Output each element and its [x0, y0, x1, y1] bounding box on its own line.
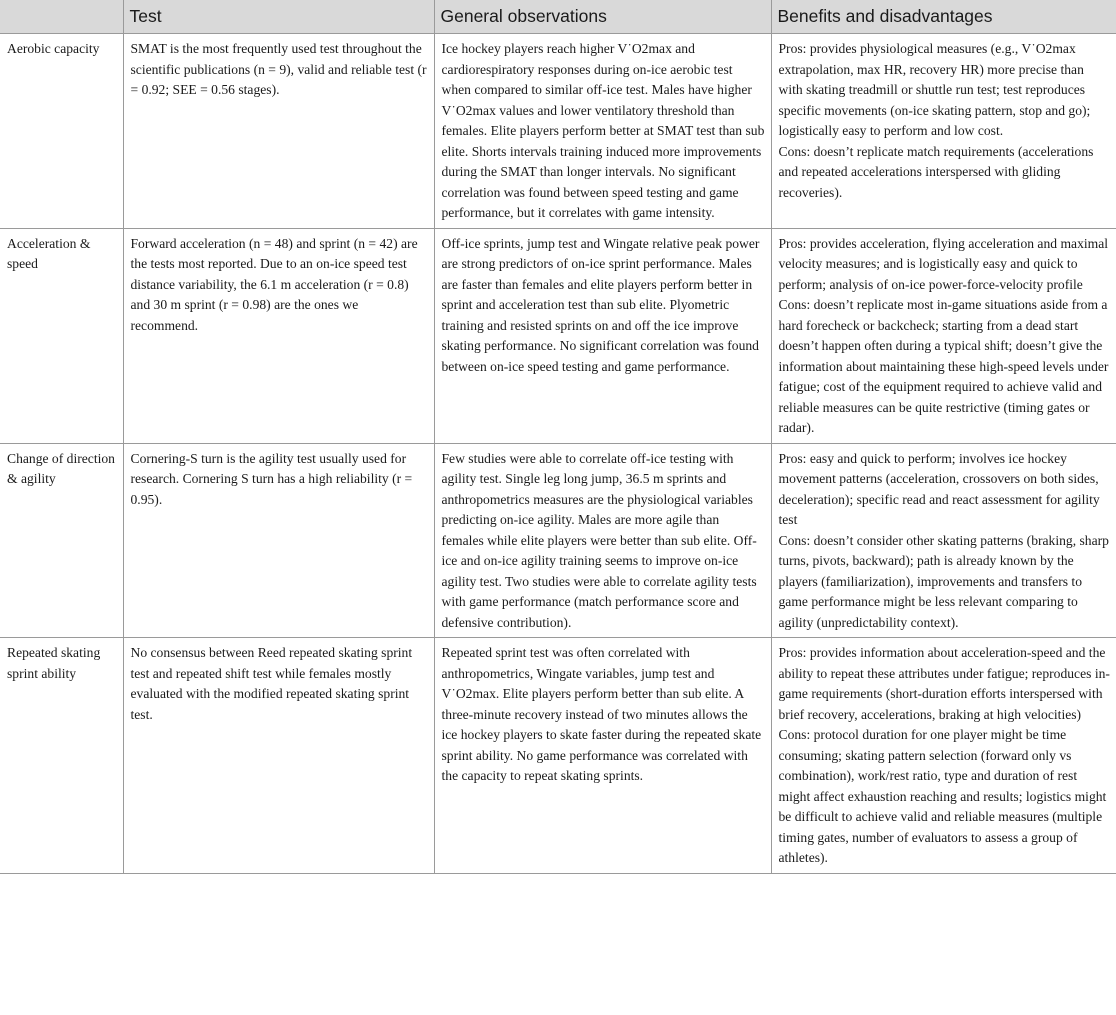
row-pros: Pros: provides information about acceleration-speed and the ability to repeat these attributes under fatigue; reproduces in-game requirements (short-duration efforts interspersed with brief recovery, accelerations, braking at high velocities) [778, 645, 1110, 722]
header-general-observations: General observations [434, 0, 771, 34]
row-pros: Pros: provides acceleration, flying acceleration and maximal velocity measures; and is logistically easy and quick to perform; analysis of on-ice power-force-velocity profile [778, 235, 1109, 292]
row-benefits [771, 638, 1116, 874]
row-cons: Cons: doesn’t replicate match requirements (accelerations and repeated accelerations interspersed with gliding recoveries). [778, 143, 1094, 200]
row-category: Aerobic capacity [0, 34, 123, 229]
header-row [0, 0, 1116, 34]
row-cons: Cons: protocol duration for one player might be time consuming; skating pattern selection (forward only vs combination), work/rest ratio, type and duration of rest might affect exhaustion reaching and results; logistics might be difficult to achieve valid and reliable measures (multiple timing gates, number of evaluators to assess a group of athletes). [778, 727, 1107, 865]
table-row-aerobic [0, 34, 1116, 229]
row-observations: Repeated sprint test was often correlated with anthropometrics, Wingate variables, jump test and V˙O2max. Elite players perform better than sub elite. A three-minute recovery instead of two minutes allows the ice hockey players to skate faster during the repeated skate sprint ability. No game performance was correlated with the capacity to repeat skating sprints. [434, 638, 771, 874]
header-test: Test [123, 0, 434, 34]
row-observations: Ice hockey players reach higher V˙O2max and cardiorespiratory responses during on-ice aerobic test when compared to similar off-ice test. Males have higher V˙O2max values and lower ventilatory threshold than females. Elite players perform better at SMAT test than sub elite. Shorts intervals training induced more improvements during the SMAT than longer intervals. No significant correlation was found between speed testing and game performance, but it correlates with game intensity. [434, 34, 771, 229]
row-category: Acceleration & speed [0, 228, 123, 443]
table-row-agility [0, 443, 1116, 638]
row-category: Change of direction & agility [0, 443, 123, 638]
row-cons: Cons: doesn’t replicate most in-game situations aside from a hard forecheck or backcheck; starting from a dead start doesn’t happen often during a typical shift; doesn’t give the information about maintaining these high-speed levels under fatigue; cost of the equipment required to achieve valid and reliable measures can be quite restrictive (timing gates or radar). [778, 297, 1109, 435]
row-test: No consensus between Reed repeated skating sprint test and repeated shift test while females mostly evaluated with the modified repeated skating sprint test. [123, 638, 434, 874]
row-category: Repeated skating sprint ability [0, 638, 123, 874]
row-benefits [771, 34, 1116, 229]
row-test: SMAT is the most frequently used test throughout the scientific publications (n = 9), valid and reliable test (r = 0.92; SEE = 0.56 stages). [123, 34, 434, 229]
row-test: Forward acceleration (n = 48) and sprint (n = 42) are the tests most reported. Due to an on-ice speed test distance variability, the 6.1 m acceleration (r = 0.8) and 30 m sprint (r = 0.98) are the ones we recommend. [123, 228, 434, 443]
row-pros: Pros: easy and quick to perform; involves ice hockey movement patterns (acceleration, crossovers on both sides, deceleration); specific read and react assessment for agility test [778, 450, 1100, 527]
row-cons: Cons: doesn’t consider other skating patterns (braking, sharp turns, pivots, backward); path is already known by the players (familiarization), improvements and transfers to game performance might be less relevant comparing to agility (unpredictability context). [778, 532, 1109, 630]
table-header [0, 0, 1116, 34]
row-benefits [771, 443, 1116, 638]
header-benefits-disadvantages: Benefits and disadvantages [771, 0, 1116, 34]
row-test: Cornering-S turn is the agility test usually used for research. Cornering S turn has a high reliability (r = 0.95). [123, 443, 434, 638]
header-category [0, 0, 123, 34]
table-body [0, 34, 1116, 874]
row-benefits [771, 228, 1116, 443]
table-row-acceleration [0, 228, 1116, 443]
row-observations: Off-ice sprints, jump test and Wingate relative peak power are strong predictors of on-ice sprint performance. Males are faster than females and elite players perform better in sprint and acceleration test than sub elite. Plyometric training and resisted sprints on and off the ice improve skating performance. No significant correlation was found between on-ice speed testing and game performance. [434, 228, 771, 443]
row-observations: Few studies were able to correlate off-ice testing with agility test. Single leg long jump, 36.5 m sprints and anthropometrics measures are the physiological variables predicting on-ice agility. Males are more agile than females while elite players were better than sub elite. Off-ice and on-ice agility training seems to improve on-ice agility test. Two studies were able to correlate agility tests with game performance (match performance score and defensive contribution). [434, 443, 771, 638]
row-pros: Pros: provides physiological measures (e.g., V˙O2max extrapolation, max HR, recovery HR) more precise than with skating treadmill or shuttle run test; test reproduces specific movements (on-ice skating pattern, stop and go); logistically easy to perform and low cost. [778, 41, 1091, 138]
table-row-repeated-sprint [0, 638, 1116, 874]
